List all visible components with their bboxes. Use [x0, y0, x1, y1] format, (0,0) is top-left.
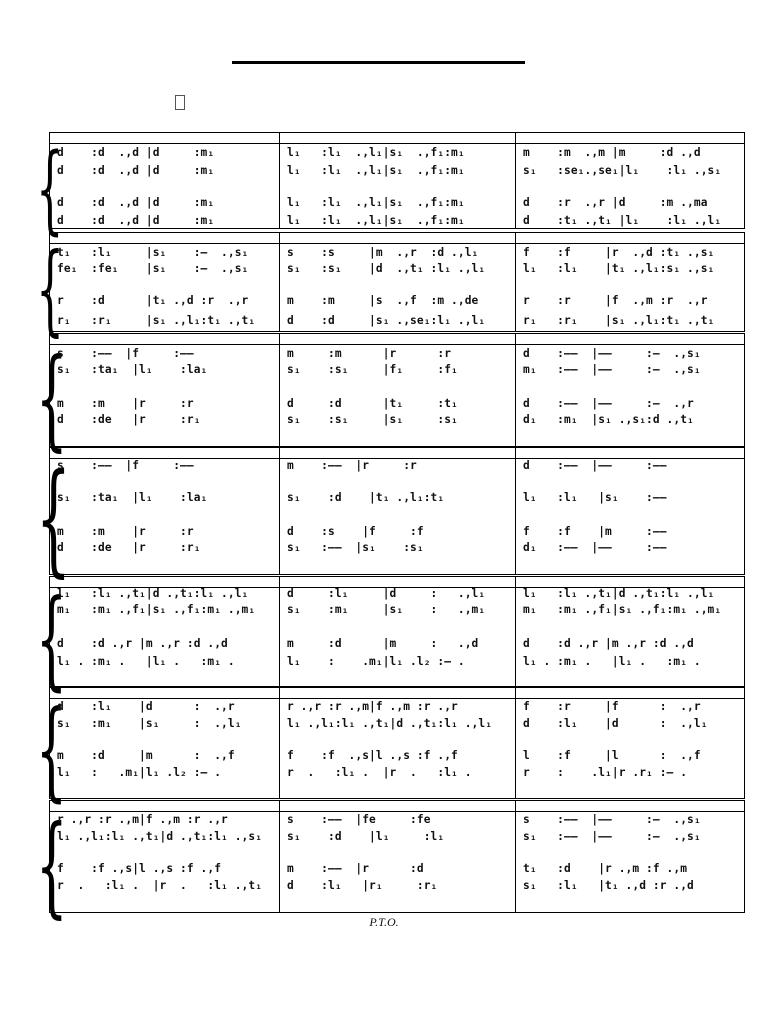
staff-line: s :s |m .,r :d .,l₁ — [287, 246, 479, 259]
staff-line: s₁ :—— |s₁ :s₁ — [287, 541, 424, 554]
staff-line: t₁ :l₁ |s₁ :— .,s₁ — [57, 246, 249, 259]
staff-line: d :d .,r |m .,r :d .,d — [523, 637, 694, 650]
staff-line: s :—— |—— :— .,s₁ — [523, 813, 701, 826]
staff-line: d :d .,d |d :m₁ — [57, 164, 215, 177]
cell-2-1 — [49, 232, 279, 332]
staff-line: l₁ :l₁ .,t₁|d .,t₁:l₁ .,l₁ — [523, 587, 715, 600]
cell-4-1 — [49, 447, 279, 575]
staff-line: l :f |l : .,f — [523, 749, 701, 762]
staff-line: s₁ :se₁.,se₁|l₁ :l₁ .,s₁ — [523, 164, 722, 177]
staff-line: r . :l₁ . |r . :l₁ . — [287, 766, 472, 779]
staff-line: r :r |f .,m :r .,r — [523, 294, 708, 307]
staff-line: s₁ :ta₁ |l₁ :la₁ — [57, 363, 208, 376]
staff-line: d :d .,d |d :m₁ — [57, 196, 215, 209]
staff-line: s :—— |f :—— — [57, 459, 194, 472]
system-5 — [36, 576, 745, 702]
staff-line: l₁ . :m₁ . |l₁ . :m₁ . — [57, 655, 235, 668]
cell-3-2 — [279, 333, 515, 447]
staff-line: m₁ :m₁ .,f₁|s₁ .,f₁:m₁ .,m₁ — [523, 603, 722, 616]
staff-line: d :d |s₁ .,se₁:l₁ .,l₁ — [287, 314, 486, 327]
staff-line: l₁ :l₁ .,l₁|s₁ .,f₁:m₁ — [287, 146, 465, 159]
staff-line: d₁ :—— |—— :—— — [523, 541, 667, 554]
staff-line: l₁ :l₁ |s₁ :—— — [523, 491, 667, 504]
staff-line: r₁ :r₁ |s₁ .,l₁:t₁ .,t₁ — [57, 314, 256, 327]
cell-1-3 — [515, 132, 745, 229]
staff-line: f :f |r .,d :t₁ .,s₁ — [523, 246, 715, 259]
system-4 — [36, 447, 745, 589]
staff-line: l₁ .,l₁:l₁ .,t₁|d .,t₁:l₁ .,s₁ — [57, 830, 263, 843]
brace-icon: { — [36, 801, 68, 929]
cell-4-2 — [279, 447, 515, 575]
staff-line: d :t₁ .,t₁ |l₁ :l₁ .,l₁ — [523, 214, 722, 227]
cell-7-2 — [279, 800, 515, 913]
staff-line: f :f |m :—— — [523, 525, 667, 538]
staff-line: d :—— |—— :— .,r — [523, 397, 694, 410]
staff-line: l₁ :l₁ .,l₁|s₁ .,f₁:m₁ — [287, 214, 465, 227]
staff-line: l₁ : .m₁|l₁ .l₂ :— . — [287, 655, 465, 668]
system-3 — [36, 333, 745, 462]
cell-1-1 — [49, 132, 279, 229]
staff-line: m₁ :—— |—— :— .,s₁ — [523, 363, 701, 376]
system-1 — [36, 132, 745, 245]
brace-icon: { — [36, 334, 68, 462]
staff-line: f :f .,s|l .,s :f .,f — [57, 862, 222, 875]
staff-line: m :m |r :r — [57, 525, 194, 538]
staff-line: l₁ .,l₁:l₁ .,t₁|d .,t₁:l₁ .,l₁ — [287, 717, 493, 730]
staff-line: m :d |m : .,d — [287, 637, 479, 650]
staff-line: s₁ :m₁ |s₁ : .,l₁ — [57, 717, 242, 730]
staff-line: m :—— |r :d — [287, 862, 424, 875]
staff-line: l₁ . :m₁ . |l₁ . :m₁ . — [523, 655, 701, 668]
staff-line: d :d .,d |d :m₁ — [57, 214, 215, 227]
cell-3-1 — [49, 333, 279, 447]
checkbox-icon[interactable] — [175, 95, 185, 110]
staff-line: d :l₁ |d : .,l₁ — [523, 717, 708, 730]
brace-icon: { — [36, 447, 71, 589]
staff-line: d :l₁ |d : .,l₁ — [287, 587, 486, 600]
staff-line: m₁ :m₁ .,f₁|s₁ .,f₁:m₁ .,m₁ — [57, 603, 256, 616]
staff-line: l₁ :l₁ .,l₁|s₁ .,f₁:m₁ — [287, 164, 465, 177]
staff-line: r .,r :r .,m|f .,m :r .,r — [57, 813, 228, 826]
system-2 — [36, 232, 745, 347]
staff-line: s :—— |fe :fe — [287, 813, 431, 826]
cell-7-3 — [515, 800, 745, 913]
cell-5-3 — [515, 576, 745, 687]
staff-line: r . :l₁ . |r . :l₁ .,t₁ — [57, 879, 263, 892]
staff-line: r .,r :r .,m|f .,m :r .,r — [287, 700, 458, 713]
staff-line: d :—— |—— :—— — [523, 459, 667, 472]
cell-6-1 — [49, 687, 279, 799]
staff-line: l₁ : .m₁|l₁ .l₂ :— . — [57, 766, 222, 779]
staff-line: f :f .,s|l .,s :f .,f — [287, 749, 458, 762]
staff-line: s₁ :l₁ |t₁ .,d :r .,d — [523, 879, 694, 892]
staff-line: d :r .,r |d :m .,ma — [523, 196, 708, 209]
staff-line: l₁ :l₁ |t₁ .,l₁:s₁ .,s₁ — [523, 262, 715, 275]
staff-line: d :s |f :f — [287, 525, 424, 538]
cell-5-1 — [49, 576, 279, 687]
cell-5-2 — [279, 576, 515, 687]
cell-4-3 — [515, 447, 745, 575]
staff-line: s₁ :d |l₁ :l₁ — [287, 830, 445, 843]
cell-7-1 — [49, 800, 279, 913]
cell-6-2 — [279, 687, 515, 799]
staff-line: m :m |r :r — [57, 397, 194, 410]
staff-line: m :—— |r :r — [287, 459, 417, 472]
pto-label: P.T.O. — [369, 915, 399, 929]
staff-line: d :d |t₁ :t₁ — [287, 397, 458, 410]
title-rule — [232, 61, 525, 64]
staff-line: fe₁ :fe₁ |s₁ :— .,s₁ — [57, 262, 249, 275]
staff-line: f :r |f : .,r — [523, 700, 701, 713]
brace-icon: { — [36, 688, 67, 813]
staff-line: m :d |m : .,f — [57, 749, 235, 762]
brace-icon: { — [36, 233, 65, 347]
staff-line: s₁ :s₁ |f₁ :f₁ — [287, 363, 458, 376]
staff-line: r :d |t₁ .,d :r .,r — [57, 294, 249, 307]
staff-line: d :d .,d |d :m₁ — [57, 146, 215, 159]
staff-line: s₁ :d |t₁ .,l₁:t₁ — [287, 491, 445, 504]
staff-line: l₁ :l₁ .,l₁|s₁ .,f₁:m₁ — [287, 196, 465, 209]
staff-line: d₁ :m₁ |s₁ .,s₁:d .,t₁ — [523, 413, 694, 426]
staff-line: s₁ :s₁ |d .,t₁ :l₁ .,l₁ — [287, 262, 486, 275]
staff-line: d :d .,r |m .,r :d .,d — [57, 637, 228, 650]
cell-1-2 — [279, 132, 515, 229]
cell-2-2 — [279, 232, 515, 332]
staff-line: s₁ :s₁ |s₁ :s₁ — [287, 413, 458, 426]
staff-line: s₁ :—— |—— :— .,s₁ — [523, 830, 701, 843]
staff-line: m :m |r :r — [287, 347, 452, 360]
staff-line: l₁ :l₁ .,t₁|d .,t₁:l₁ .,l₁ — [57, 587, 249, 600]
staff-line: d :l₁ |d : .,r — [57, 700, 235, 713]
brace-icon: { — [36, 133, 64, 245]
system-6 — [36, 687, 745, 813]
staff-line: d :—— |—— :— .,s₁ — [523, 347, 701, 360]
staff-line: d :de |r :r₁ — [57, 541, 201, 554]
staff-line: s₁ :ta₁ |l₁ :la₁ — [57, 491, 208, 504]
cell-3-3 — [515, 333, 745, 447]
staff-line: r₁ :r₁ |s₁ .,l₁:t₁ .,t₁ — [523, 314, 715, 327]
staff-line: s₁ :m₁ |s₁ : .,m₁ — [287, 603, 486, 616]
brace-icon: { — [36, 577, 67, 702]
cell-2-3 — [515, 232, 745, 332]
cell-6-3 — [515, 687, 745, 799]
staff-line: s :—— |f :—— — [57, 347, 194, 360]
staff-line: d :de |r :r₁ — [57, 413, 201, 426]
staff-line: m :m .,m |m :d .,d — [523, 146, 701, 159]
staff-line: m :m |s .,f :m .,de — [287, 294, 479, 307]
staff-line: r : .l₁|r .r₁ :— . — [523, 766, 688, 779]
staff-line: t₁ :d |r .,m :f .,m — [523, 862, 688, 875]
staff-line: d :l₁ |r₁ :r₁ — [287, 879, 438, 892]
